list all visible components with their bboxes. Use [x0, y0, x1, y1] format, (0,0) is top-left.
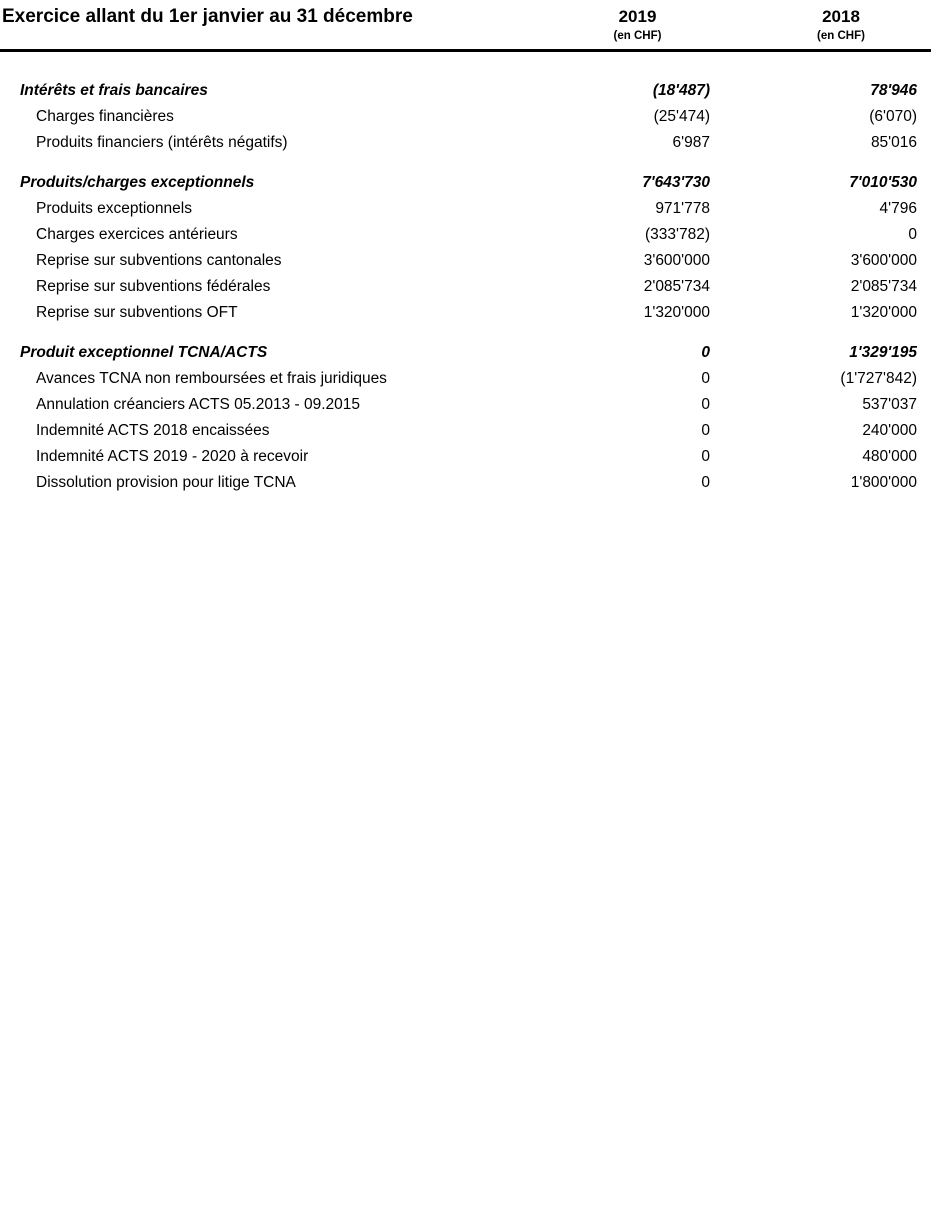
section-header-row: [0, 170, 917, 196]
detail-row: [0, 130, 917, 156]
row-label: Reprise sur subventions cantonales: [36, 252, 282, 269]
header-title-row: [0, 5, 917, 29]
row-value-2019: (333'782): [644, 226, 710, 243]
page-title: Exercice allant du 1er janvier au 31 décembre: [2, 6, 413, 27]
row-value-2019: 0: [701, 448, 710, 465]
detail-row: [0, 392, 917, 418]
row-value-2019: 3'600'000: [643, 252, 710, 269]
column-header-2018: 2018: [822, 7, 860, 26]
column-unit-2019: (en CHF): [613, 30, 662, 42]
row-value-2018: 0: [908, 226, 917, 243]
detail-row: [0, 222, 917, 248]
row-label: Annulation créanciers ACTS 05.2013 - 09.2015: [36, 396, 360, 413]
section-value-2018: 1'329'195: [849, 344, 917, 361]
header-rule: [0, 49, 931, 52]
section-label: Intérêts et frais bancaires: [20, 82, 208, 99]
row-label: Reprise sur subventions OFT: [36, 304, 238, 321]
column-header-2019: 2019: [618, 7, 657, 26]
row-value-2018: 537'037: [862, 396, 917, 413]
row-label: Dissolution provision pour litige TCNA: [36, 474, 296, 491]
row-value-2019: 0: [701, 422, 710, 439]
row-value-2019: 2'085'734: [643, 278, 710, 295]
row-value-2018: 2'085'734: [850, 278, 917, 295]
section-value-2018: 7'010'530: [849, 174, 917, 191]
row-value-2018: (6'070): [869, 108, 917, 125]
row-label: Indemnité ACTS 2018 encaissées: [36, 422, 270, 439]
detail-row: [0, 104, 917, 130]
section-value-2019: (18'487): [652, 82, 710, 99]
detail-row: [0, 300, 917, 326]
row-label: Indemnité ACTS 2019 - 2020 à recevoir: [36, 448, 309, 465]
row-value-2019: 971'778: [655, 200, 710, 217]
detail-row: [0, 444, 917, 470]
row-value-2019: 0: [701, 370, 710, 387]
section-produits-charges-exceptionnels: [0, 170, 917, 326]
row-value-2019: 0: [701, 474, 710, 491]
section-value-2018: 78'946: [870, 82, 917, 99]
row-value-2018: 240'000: [862, 422, 917, 439]
row-label: Charges financières: [36, 108, 174, 125]
section-produit-exceptionnel-tcna-acts: [0, 340, 917, 496]
row-value-2019: 1'320'000: [643, 304, 710, 321]
row-value-2018: (1'727'842): [840, 370, 917, 387]
row-value-2018: 1'320'000: [850, 304, 917, 321]
column-unit-2018: (en CHF): [817, 30, 865, 42]
detail-row: [0, 248, 917, 274]
section-value-2019: 0: [701, 344, 710, 361]
row-label: Produits financiers (intérêts négatifs): [36, 134, 288, 151]
row-value-2019: (25'474): [653, 108, 710, 125]
row-label: Reprise sur subventions fédérales: [36, 278, 271, 295]
detail-row: [0, 274, 917, 300]
section-value-2019: 7'643'730: [642, 174, 710, 191]
detail-row: [0, 470, 917, 496]
row-label: Produits exceptionnels: [36, 200, 192, 217]
section-header-row: [0, 340, 917, 366]
table-header: [0, 0, 952, 52]
detail-row: [0, 418, 917, 444]
row-value-2019: 6'987: [672, 134, 710, 151]
section-label: Produits/charges exceptionnels: [20, 174, 255, 191]
row-value-2018: 4'796: [879, 200, 917, 217]
row-value-2018: 3'600'000: [850, 252, 917, 269]
section-header-row: [0, 78, 917, 104]
row-value-2019: 0: [701, 396, 710, 413]
row-value-2018: 85'016: [870, 134, 917, 151]
row-value-2018: 480'000: [862, 448, 917, 465]
section-label: Produit exceptionnel TCNA/ACTS: [20, 344, 268, 361]
row-label: Avances TCNA non remboursées et frais juridiques: [36, 370, 387, 387]
header-unit-row: [0, 29, 917, 44]
detail-row: [0, 196, 917, 222]
section-interets-frais-bancaires: [0, 78, 917, 156]
detail-row: [0, 366, 917, 392]
row-value-2018: 1'800'000: [850, 474, 917, 491]
row-label: Charges exercices antérieurs: [36, 226, 238, 243]
table-body: [0, 78, 917, 496]
